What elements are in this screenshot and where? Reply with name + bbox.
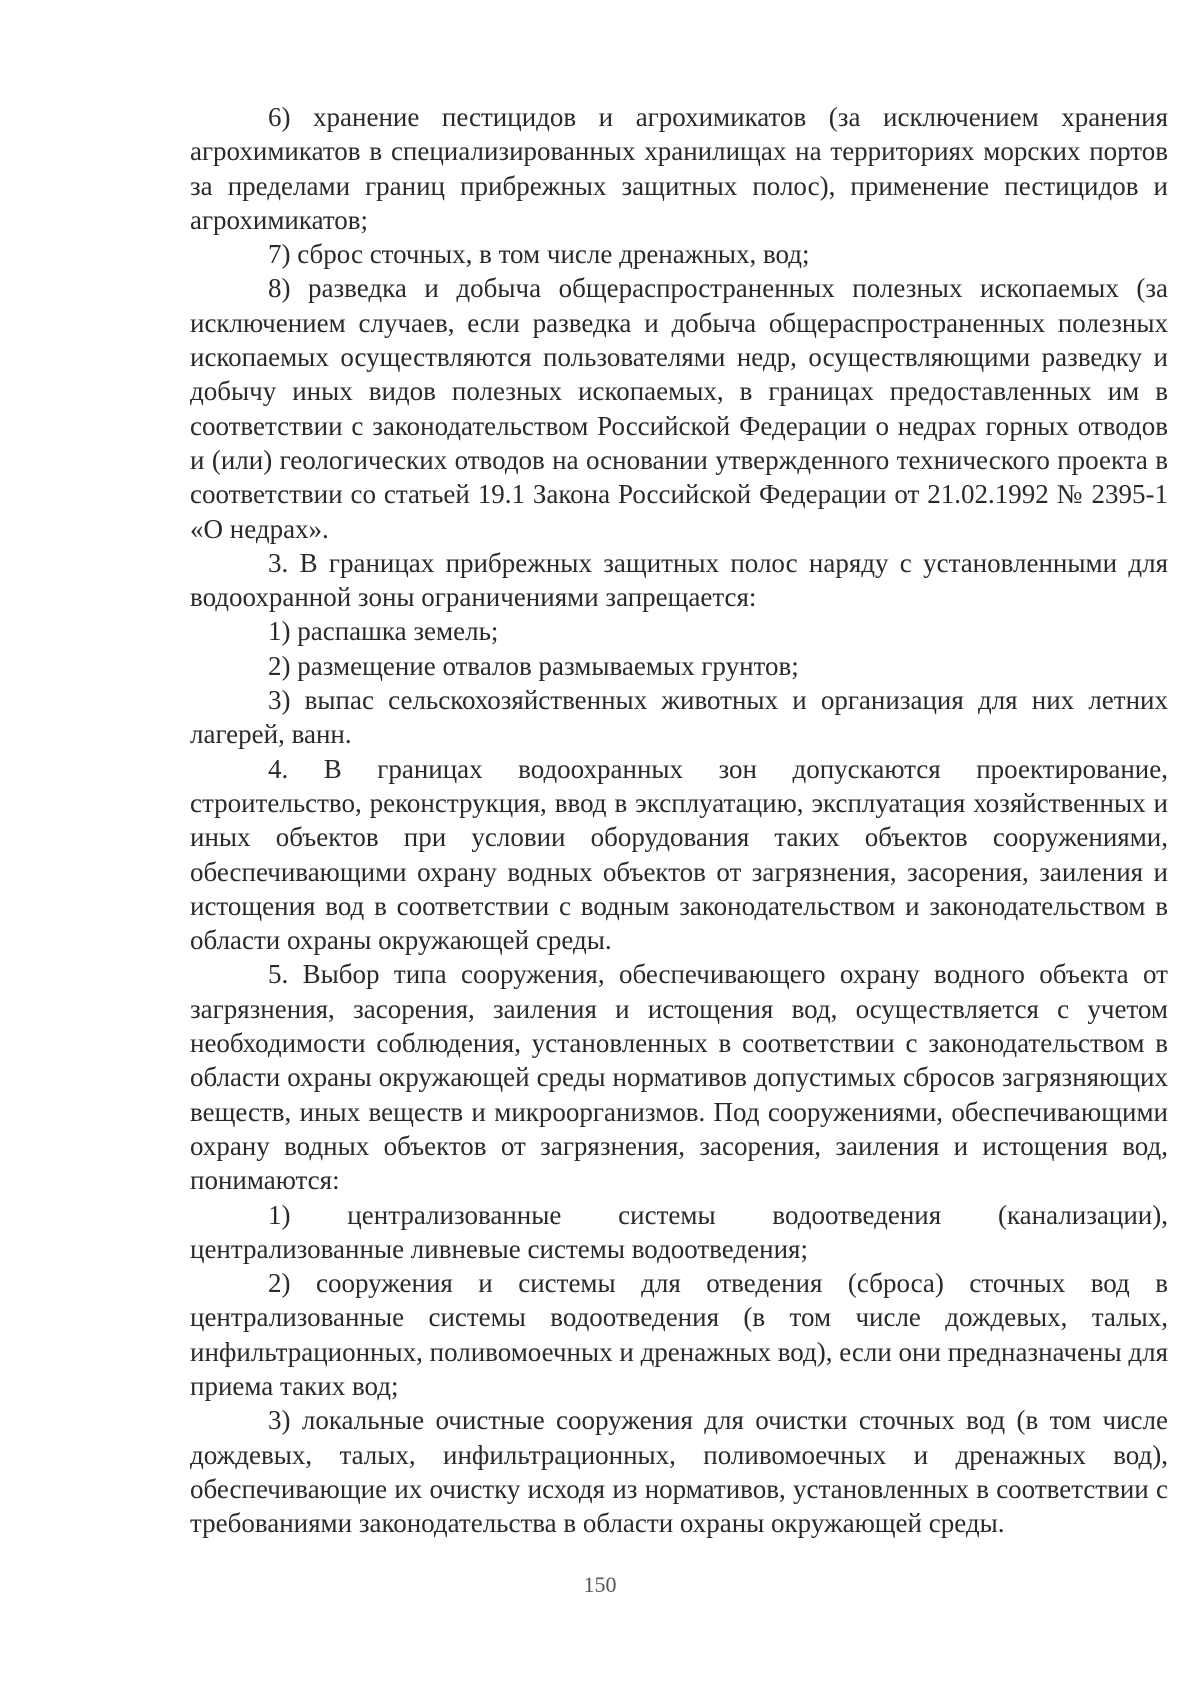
clause-5-item-2: 2) сооружения и системы для отведения (сброса) сточных вод в централизованные системы водоотведения (в том числе дождевых, талых, инфильтрационных, поливомоечных и дренажных вод), если они предназначены для приема таких вод; <box>190 1268 1168 1401</box>
clause-5: 5. Выбор типа сооружения, обеспечивающего охрану водного объекта от загрязнения, засорения, заиления и истощения вод, осуществляется с учетом необходимости соблюдения, установленных в соответствии с законодательством в области охраны окружающей среды нормативов допустимых сбросов загрязняющих веществ, иных веществ и микроорганизмов. Под сооружениями, обеспечивающими охрану водных объектов от загрязнения, засорения, заиления и истощения вод, понимаются: <box>190 959 1168 1196</box>
clause-3-intro: 3. В границах прибрежных защитных полос наряду с установленными для водоохранной зоны ограничениями запрещается: <box>190 547 1168 613</box>
page-number: 150 <box>583 1572 617 1597</box>
clause-3-item-1: 1) распашка земель; <box>268 616 499 647</box>
body-text <box>190 100 1168 1540</box>
clause-3-item-3: 3) выпас сельскохозяйственных животных и организация для них летних лагерей, ванн. <box>190 685 1168 750</box>
clause-5-item-1: 1) централизованные системы водоотведения (канализации), централизованные ливневые системы водоотведения; <box>190 1199 1168 1264</box>
clause-5-item-3: 3) локальные очистные сооружения для очистки сточных вод (в том числе дождевых, талых, инфильтрационных, поливомоечных и дренажных вод), обеспечивающие их очистку исходя из нормативов, установленных в соответствии с требованиями законодательства в области охраны окружающей среды. <box>190 1405 1168 1539</box>
clause-3-item-2: 2) размещение отвалов размываемых грунтов; <box>268 650 799 681</box>
item-6-pesticides: 6) хранение пестицидов и агрохимикатов (за исключением хранения агрохимикатов в специализированных хранилищах на территориях морских портов за пределами границ прибрежных защитных полос), применение пестицидов и агрохимикатов; <box>190 102 1168 235</box>
clause-4: 4. В границах водоохранных зон допускаются проектирование, строительство, реконструкция, ввод в эксплуатацию, эксплуатация хозяйственных и иных объектов при условии оборудования таких объектов сооружениями, обеспечивающими охрану водных объектов от загрязнения, засорения, заиления и истощения вод в соответствии с водным законодательством и законодательством в области охраны окружающей среды. <box>190 753 1168 956</box>
item-8-mining: 8) разведка и добыча общераспространенных полезных ископаемых (за исключением случаев, если разведка и добыча общераспространенных полезных ископаемых осуществляются пользователями недр, осуществляющими разведку и добычу иных видов полезных ископаемых, в границах предоставленных им в соответствии с законодательством Российской Федерации о недрах горных отводов и (или) геологических отводов на основании утвержденного технического проекта в соответствии со статьей 19.1 Закона Российской Федерации от 21.02.1992 № 2395-1 «О недрах». <box>190 273 1168 544</box>
item-7-wastewater: 7) сброс сточных, в том числе дренажных, вод; <box>268 239 810 270</box>
